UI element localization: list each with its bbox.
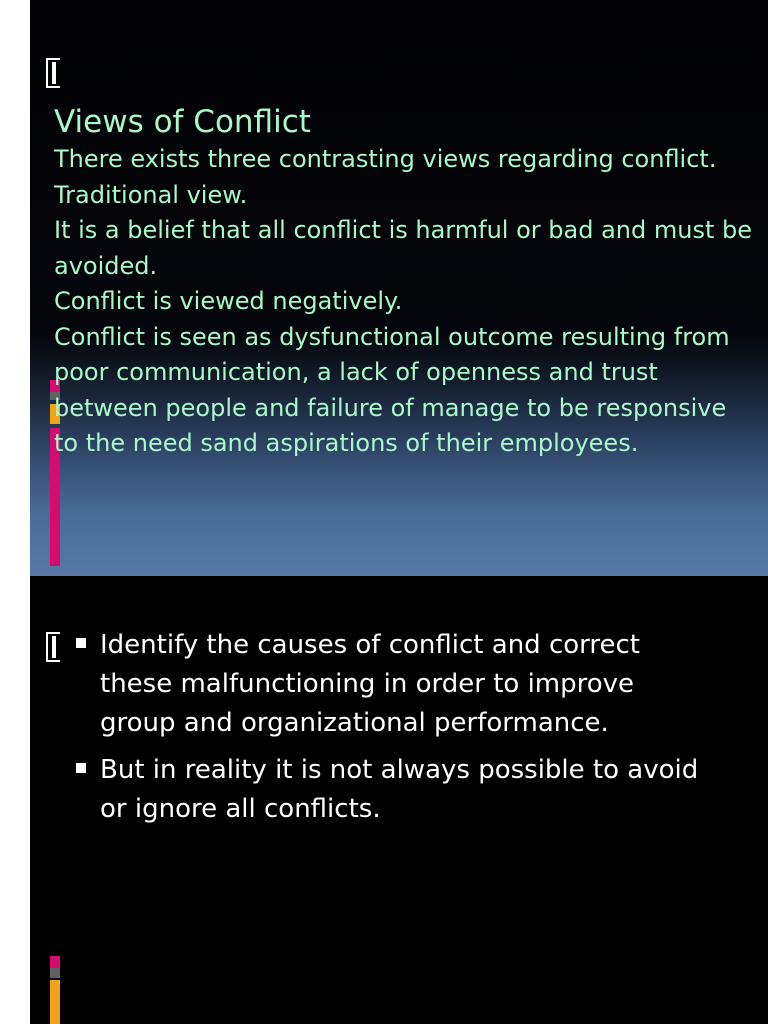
bullet-text: Identify the causes of conflict and correct these malfunctioning in order to improve group and organizational performance. xyxy=(100,630,640,738)
slide-views-of-conflict xyxy=(30,0,768,576)
square-bullet-icon xyxy=(76,638,86,648)
list-item xyxy=(76,751,716,829)
frame-mark-icon xyxy=(46,58,60,88)
accent-bar xyxy=(50,968,60,978)
paragraph: It is a belief that all conflict is harmful or bad and must be avoided. xyxy=(54,216,752,280)
bullet-text: But in reality it is not always possible to avoid or ignore all conflicts. xyxy=(100,755,699,824)
paragraph: Conflict is viewed negatively. xyxy=(54,287,403,315)
frame-mark-icon xyxy=(46,632,60,662)
list-item xyxy=(76,626,716,743)
paragraph: Conflict is seen as dysfunctional outcome resulting from poor communication, a lack of openness and trust between people and failure of manage to be responsive to the need sand aspirations of their employees. xyxy=(54,322,730,457)
slide-body xyxy=(54,102,754,462)
slide-title: Views of Conflict xyxy=(54,104,311,140)
paragraph: There exists three contrasting views regarding conflict. xyxy=(54,145,717,173)
page-margin xyxy=(0,0,30,1024)
bullet-list xyxy=(76,626,716,837)
square-bullet-icon xyxy=(76,763,86,773)
accent-bar xyxy=(50,980,60,1024)
slide-causes-of-conflict xyxy=(30,576,768,1024)
accent-bar xyxy=(50,956,60,968)
paragraph: Traditional view. xyxy=(54,180,248,209)
